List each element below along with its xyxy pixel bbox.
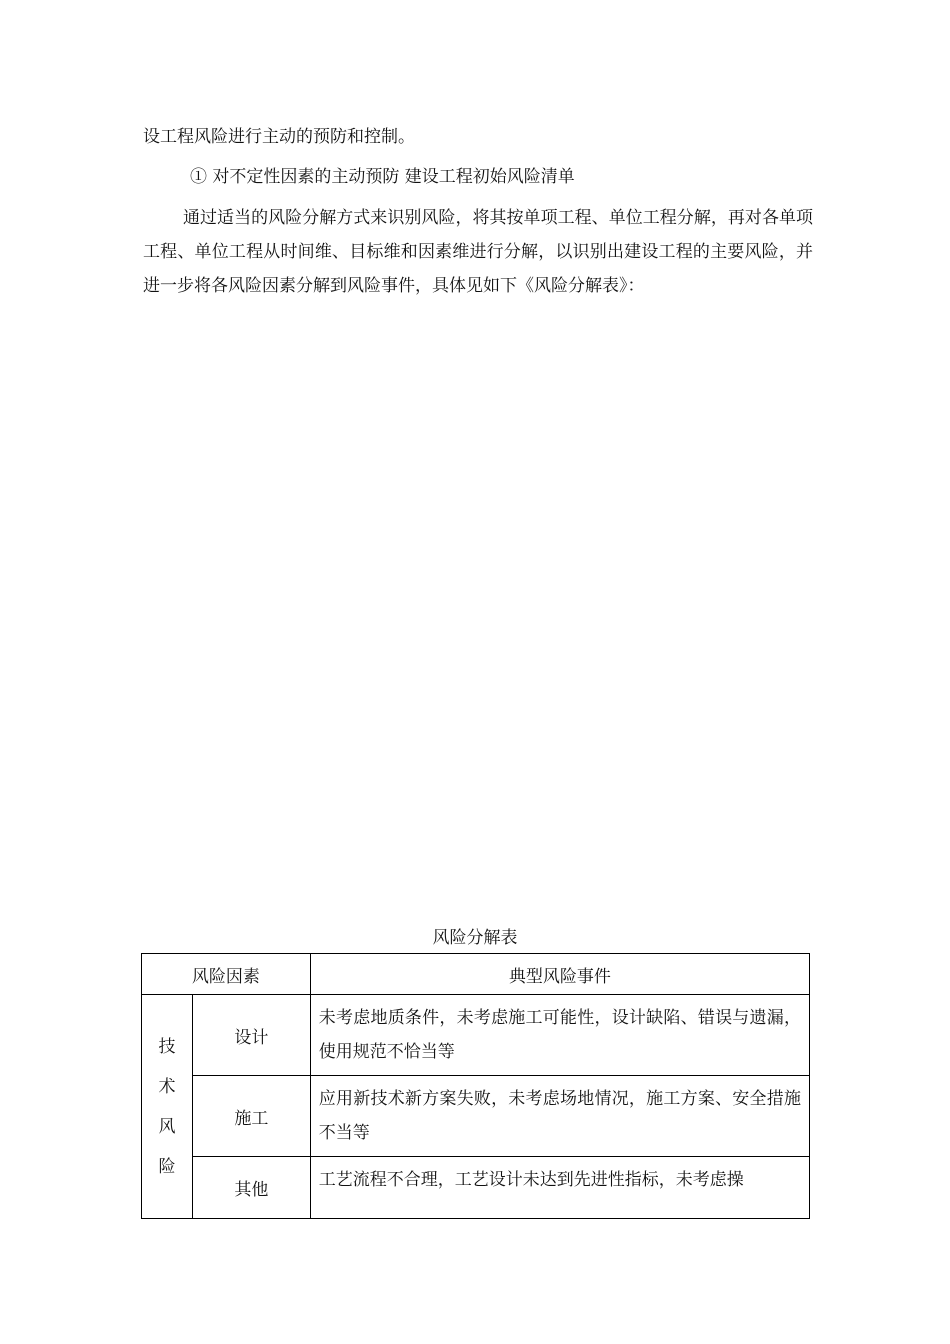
- event-cell: 应用新技术新方案失败，未考虑场地情况，施工方案、安全措施不当等: [310, 1076, 809, 1157]
- event-cell: 工艺流程不合理，工艺设计未达到先进性指标，未考虑操: [310, 1157, 809, 1219]
- table-row: [142, 995, 810, 1076]
- header-risk-event: 典型风险事件: [310, 954, 809, 995]
- body-line-1: 设工程风险进行主动的预防和控制。: [143, 127, 415, 147]
- table-row: [142, 1157, 810, 1219]
- factor-cell: 其他: [192, 1157, 310, 1219]
- header-risk-factor: 风险因素: [142, 954, 311, 995]
- table-caption: 风险分解表: [432, 928, 518, 948]
- factor-cell: 施工: [192, 1076, 310, 1157]
- category-label: 技 术 风 险: [158, 1036, 176, 1177]
- table-row: [142, 1076, 810, 1157]
- category-cell: [142, 995, 193, 1219]
- body-line-2: ① 对不定性因素的主动预防 建设工程初始风险清单: [190, 167, 575, 187]
- table-header-row: [142, 954, 810, 995]
- risk-breakdown-table: [141, 953, 810, 1219]
- event-cell: 未考虑地质条件，未考虑施工可能性，设计缺陷、错误与遗漏，使用规范不恰当等: [310, 995, 809, 1076]
- factor-cell: 设计: [192, 995, 310, 1076]
- body-paragraph: 通过适当的风险分解方式来识别风险，将其按单项工程、单位工程分解，再对各单项工程、单位工程从时间维、目标维和因素维进行分解，以识别出建设工程的主要风险，并进一步将各风险因素分解到风险事件，具体见如下《风险分解表》：: [143, 208, 813, 296]
